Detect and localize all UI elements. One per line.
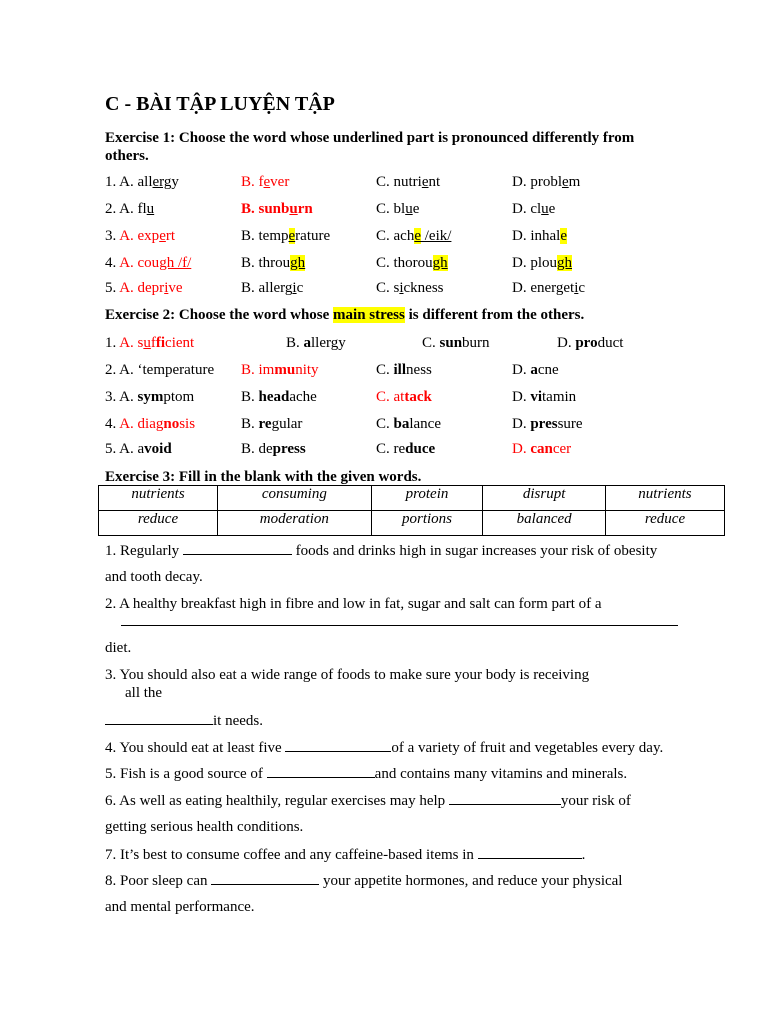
word-bank-row (99, 486, 725, 511)
word-bank-cell: nutrients (99, 486, 218, 511)
exercise-1-title: Exercise 1: Choose the word whose underlined part is pronounced differently from others. (105, 130, 635, 164)
exercise-3-title: Exercise 3: Fill in the blank with the given words. (105, 469, 422, 485)
ex3-question-6-cont: getting serious health conditions. (105, 819, 304, 835)
word-bank-cell: protein (371, 486, 483, 511)
ex3-question-8: 8. Poor sleep can your appetite hormones, and reduce your physical (105, 870, 678, 891)
answer-blank[interactable] (449, 790, 561, 805)
ex1-question-1: 1. A. allergy B. fever C. nutrient D. problem (105, 174, 581, 190)
ex1-question-2: 2. A. flu B. sunburn C. blue D. clue (105, 201, 556, 217)
ex3-question-8-cont: and mental performance. (105, 899, 255, 915)
word-bank-cell: balanced (483, 511, 606, 536)
ex3-question-1: 1. Regularly foods and drinks high in sugar increases your risk of obesity (105, 540, 678, 561)
answer-blank[interactable] (105, 710, 213, 725)
ex3-question-1-cont: and tooth decay. (105, 569, 203, 585)
word-bank-table (98, 485, 725, 536)
answer-blank[interactable] (183, 540, 292, 555)
word-bank-cell: nutrients (605, 486, 724, 511)
ex2-question-2: 2. A. ‘temperature B. immunity C. illness D. acne (105, 362, 559, 378)
ex1-question-3: 3. A. expert B. temperature C. ache /eik/ D. inhale (105, 228, 567, 244)
ex3-question-4: 4. You should eat at least five of a variety of fruit and vegetables every day. (105, 737, 678, 758)
word-bank-cell: consuming (218, 486, 372, 511)
ex3-question-6: 6. As well as eating healthily, regular exercises may help your risk of (105, 790, 678, 811)
word-bank-row (99, 511, 725, 536)
ex1-question-5: 5. A. deprive B. allergic C. sickness D. energetic (105, 280, 586, 296)
ex3-question-7: 7. It’s best to consume coffee and any caffeine-based items in . (105, 844, 678, 865)
word-bank-cell: reduce (605, 511, 724, 536)
answer-blank[interactable] (285, 737, 391, 752)
answer-blank[interactable] (211, 870, 319, 885)
answer-blank[interactable] (267, 763, 375, 778)
ex2-question-5: 5. A. avoid B. depress C. reduce D. cancer (105, 441, 572, 457)
word-bank-cell: reduce (99, 511, 218, 536)
ex2-question-4: 4. A. diagnosis B. regular C. balance D. pressure (105, 416, 583, 432)
ex3-question-2: 2. A healthy breakfast high in fibre and low in fat, sugar and salt can form part of a (105, 596, 602, 612)
ex2-question-1: 1. A. sufficient B. allergy C. sunburn D. product (105, 335, 624, 351)
answer-blank[interactable] (478, 844, 582, 859)
word-bank-cell: disrupt (483, 486, 606, 511)
word-bank-cell: moderation (218, 511, 372, 536)
ex3-question-5: 5. Fish is a good source of and contains many vitamins and minerals. (105, 763, 678, 784)
page-title: C - BÀI TẬP LUYỆN TẬP (105, 93, 335, 115)
ex3-question-3-end: it needs. (105, 710, 678, 731)
ex2-question-3: 3. A. symptom B. headache C. attack D. vitamin (105, 389, 577, 405)
answer-blank[interactable] (121, 611, 678, 626)
ex3-question-3-cont: all the (125, 685, 163, 701)
ex1-question-4: 4. A. cough /f/ B. through C. thorough D. plough (105, 255, 572, 271)
ex3-question-2-cont: diet. (105, 640, 132, 656)
exercise-2-title: Exercise 2: Choose the word whose main stress is different from the others. (105, 307, 585, 323)
word-bank-cell: portions (371, 511, 483, 536)
ex3-question-3: 3. You should also eat a wide range of foods to make sure your body is receiving (105, 667, 590, 683)
